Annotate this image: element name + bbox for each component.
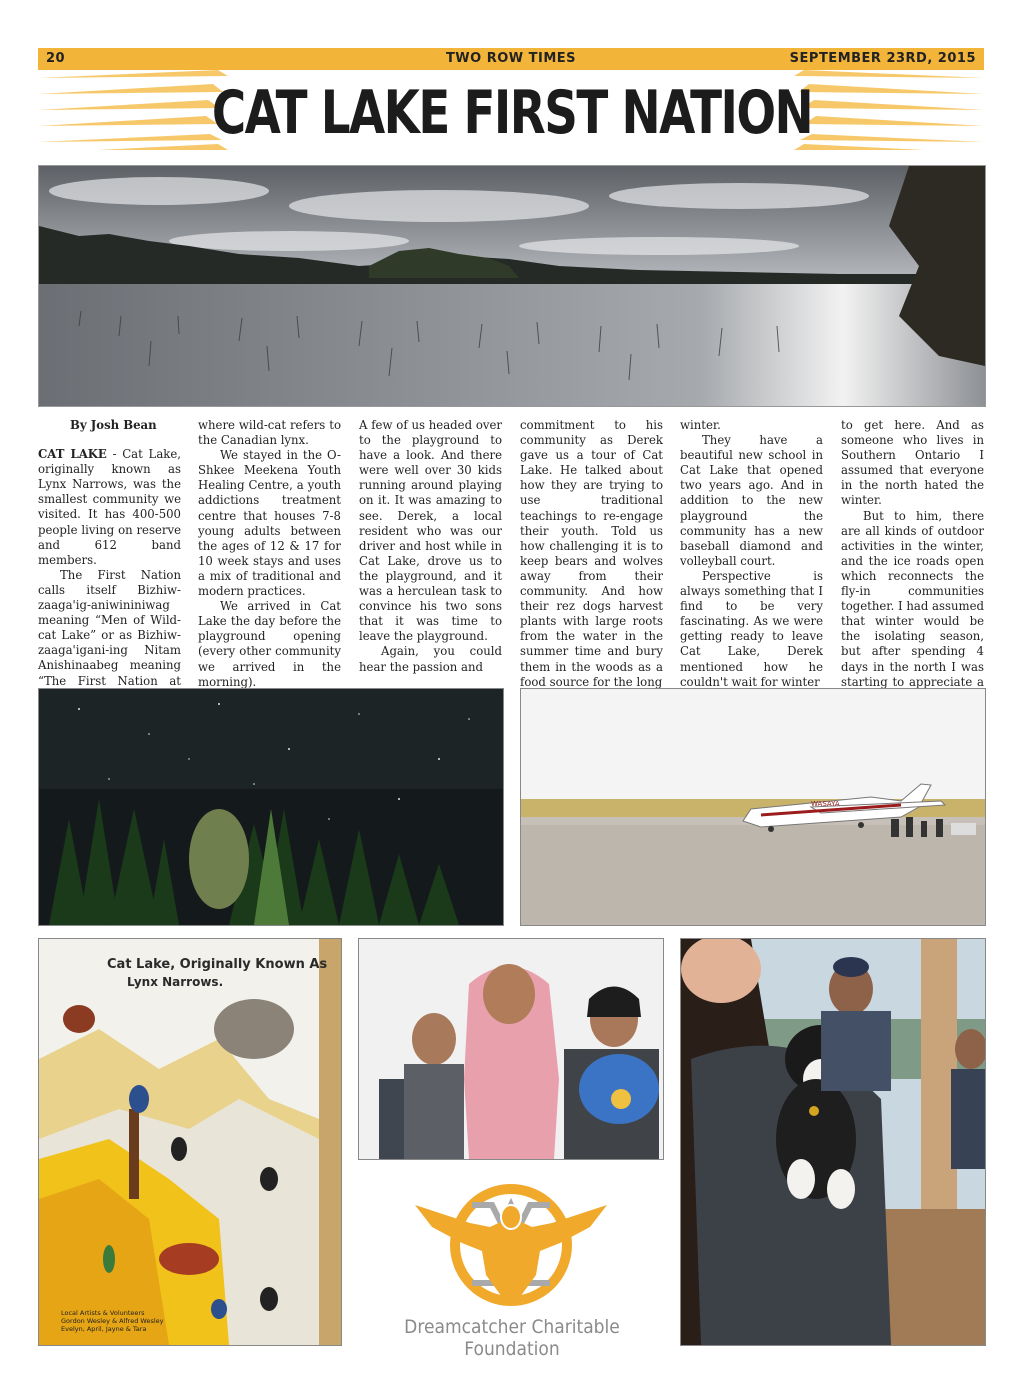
paragraph: Perspective is always something that I find to be very fascinating. As we were getting ready to leave Cat Lake, Derek mentioned how he couldn't wait for winter [680, 568, 823, 689]
puppy-photo [680, 938, 986, 1346]
article-column-1 [38, 418, 181, 704]
paragraph: We stayed in the O-Shkee Meekena Youth Healing Centre, a youth addictions treatment centre that houses 7-8 young adults between the ages of 12 & 17 for 10 week stays and uses a mix of traditional and modern practices. [198, 448, 341, 599]
mural-title-line1: Cat Lake, Originally Known As [107, 957, 328, 972]
paragraph: commitment to his community as Derek gave us a tour of Cat Lake. He talked about how they are trying to use traditional teachings to re-engage their youth. Told us how challenging it is to keep bears and wolves away from their community. And how their rez dogs harvest plants with large roots from the water in the summer time and bury them in the woods as a food source for the long [520, 418, 663, 689]
article-column-2 [198, 418, 341, 690]
mural-photo [38, 938, 342, 1346]
paragraph: Again, you could hear the passion and [359, 644, 502, 674]
page-header-bar [38, 48, 984, 70]
paragraph: winter. [680, 418, 721, 432]
byline: By Josh Bean [70, 418, 157, 432]
mural-title-line2: Lynx Narrows. [127, 975, 224, 989]
article-body [38, 418, 984, 689]
article-column-6 [841, 418, 984, 705]
paragraph: - Cat Lake, originally known as Lynx Narrows, was the smallest community we visited. It has 400-500 people living on reserve and 612 band members. [38, 447, 181, 567]
children-photo [358, 938, 664, 1160]
paragraph: They have a beautiful new school in Cat Lake that opened two years ago. And in addition to the new playground the community has a new baseball diamond and volleyball court. [680, 433, 823, 568]
foundation-name: Dreamcatcher Charitable Foundation [404, 1316, 620, 1360]
mural-credit: Local Artists & Volunteers Gordon Wesley & Alfred Wesley Evelyn, April, Jayne & Tara [61, 1309, 164, 1333]
publication-name: TWO ROW TIMES [445, 51, 577, 66]
lake-landscape-photo [38, 165, 986, 407]
paragraph: where wild-cat refers to the Canadian lynx. [198, 418, 341, 448]
page-number: 20 [46, 51, 66, 66]
paragraph: But to him, there are all kinds of outdoor activities in the winter, and the ice roads open which reconnects the fly-in communities together. I had assumed that winter would be the isolating season, but after spending 4 days in the north I was starting to appreciate a [841, 508, 984, 689]
issue-date: SEPTEMBER 23RD, 2015 [789, 51, 976, 66]
dateline: CAT LAKE [38, 447, 107, 462]
article-column-5 [680, 418, 823, 690]
paragraph: We arrived in Cat Lake the day before the playground opening (every other community we arrived in the morning). [198, 599, 341, 689]
paragraph: to get here. And as someone who lives in Southern Ontario I assumed that everyone in the north hated the winter. [841, 418, 984, 508]
aircraft-livery: WASAYA [811, 800, 840, 808]
paragraph: A few of us headed over to the playground to have a look. And there were well over 30 kids running around playing on it. It was amazing to see. Derek, a local resident who was our driver and host while in Cat Lake, drove us to the playground, and it was a herculean task to convince his two sons that it was time to leave the playground. [359, 418, 502, 644]
article-column-4 [520, 418, 663, 690]
article-column-3 [359, 418, 502, 675]
headline: CAT LAKE FIRST NATION [211, 78, 813, 148]
night-sky-photo [38, 688, 504, 926]
paragraph: The First Nation calls itself Bizhiw-zaaga'ig-aniwininiwag meaning “Men of Wild-cat Lake” or as Bizhiw-zaaga'igani-ing Nitam Anishinaabeg meaning “The First Nation at [38, 567, 181, 688]
airplane-runway-photo [520, 688, 986, 926]
